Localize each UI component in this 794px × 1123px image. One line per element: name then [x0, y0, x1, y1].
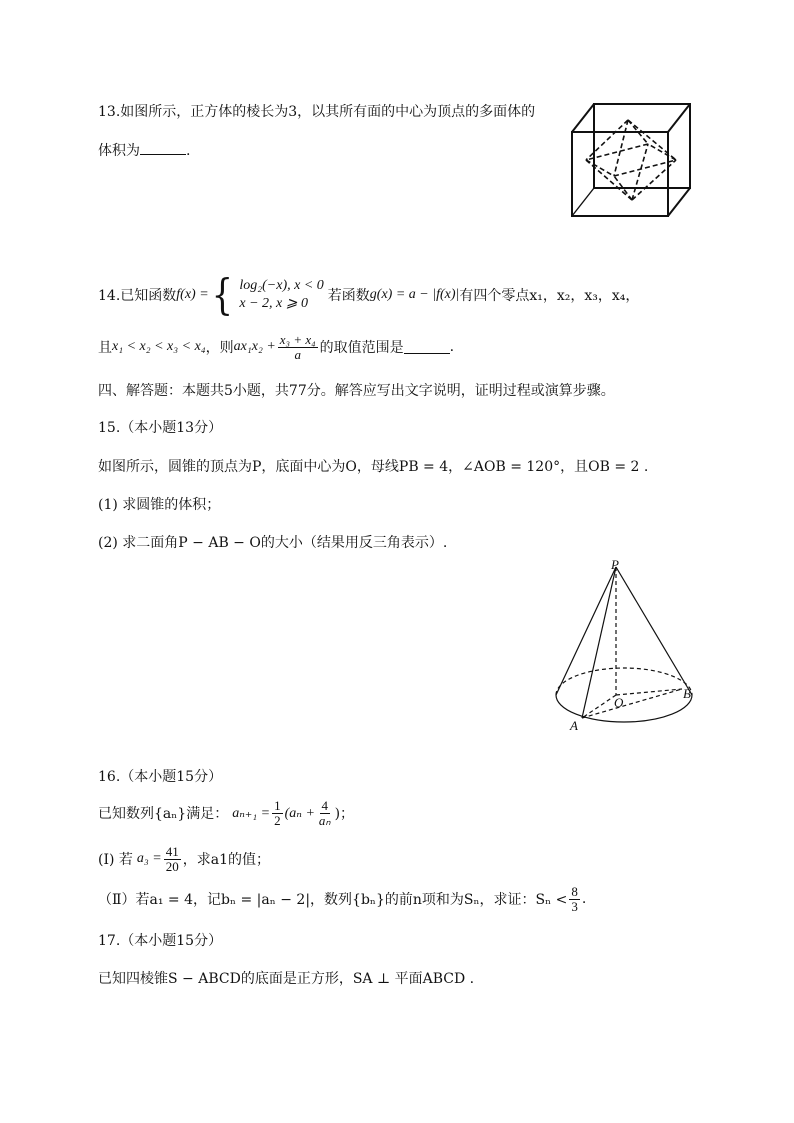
q16-a3-frac [164, 845, 181, 874]
q16-a3: a₃ = [136, 851, 162, 866]
q13-line2 [98, 140, 190, 160]
q14-case1: log₂(−x), x < 0 [239, 278, 324, 293]
q16-stem [98, 794, 354, 832]
q16-four-den: aₙ [318, 812, 331, 828]
q13-line1: 13.如图所示，正方体的棱长为3，以其所有面的中心为顶点的多面体的 [98, 104, 536, 120]
q15-part2: (2) 求二面角P − AB − O的大小（结果用反三角表示）. [98, 535, 448, 551]
q15-part1: (1) 求圆锥的体积； [98, 497, 221, 513]
q14-ineq: x₁ < x₂ < x₃ < x₄ [112, 339, 206, 354]
q16-four-frac [317, 799, 333, 828]
q14-cases [239, 277, 323, 313]
label-O: O [614, 695, 624, 710]
q16-four-num: 4 [321, 797, 328, 813]
q14-gx: g(x) = a − |f(x)| [369, 287, 460, 302]
q14-frac-num: x₃ + x₄ [279, 331, 316, 347]
q14-expr: ax₁x₂ + [233, 339, 276, 354]
label-P: P [611, 557, 619, 572]
q16-p2-num: 8 [571, 883, 578, 899]
q14-line2 [98, 330, 454, 364]
q14-prefix: 14.已知函数 [98, 288, 177, 304]
q16-part1 [98, 840, 270, 878]
q16-stem-text: 已知数列{aₙ}满足： [98, 806, 229, 822]
q15-heading: 15.（本小题13分） [98, 420, 223, 436]
q16-half [272, 799, 283, 828]
q13-answer-blank [140, 142, 186, 155]
q14-case2: x − 2, x ⩾ 0 [239, 296, 308, 311]
q16-a3-den: 20 [165, 858, 179, 874]
q16-rec-lhs: aₙ₊₁ = [232, 805, 271, 821]
section4-heading: 四、解答题：本题共5小题，共77分。解答应写出文字说明，证明过程或演算步骤。 [98, 383, 615, 399]
q16-part2 [98, 880, 586, 918]
q17-stem: 已知四棱锥S − ABCD的底面是正方形，SA ⊥ 平面ABCD . [98, 971, 475, 987]
q16-half-den: 2 [274, 812, 281, 828]
q14-piecewise [209, 270, 324, 319]
q14-fx: f(x) = [176, 287, 209, 302]
q16-p2-end: . [581, 891, 587, 907]
q16-p1b: ，求a1的值； [182, 852, 270, 868]
q16-p2-frac [569, 885, 580, 914]
q16-a3-num: 41 [165, 843, 179, 859]
q16-p2-den: 3 [571, 898, 578, 914]
cube-octahedron-figure [566, 98, 698, 222]
q14-mid: 若函数 [327, 288, 370, 304]
q16-p2: （Ⅱ）若a₁ = 4，记bₙ = |aₙ − 2|，数列{bₙ}的前n项和为Sₙ，求证：Sₙ < [98, 892, 568, 908]
q14-fraction [278, 333, 318, 362]
q13-end: . [186, 143, 191, 159]
label-A: A [570, 718, 578, 733]
q14-answer-blank [404, 341, 450, 354]
q15-stem: 如图所示，圆锥的顶点为P，底面中心为O，母线PB = 4，∠AOB = 120°，且OB = 2 . [98, 459, 649, 475]
q16-half-num: 1 [274, 797, 281, 813]
q16-paren-a: (aₙ + [284, 805, 315, 821]
q16-heading: 16.（本小题15分） [98, 769, 223, 785]
q14-l2c: 的取值范围是 [319, 340, 404, 356]
q14-end: . [449, 339, 455, 355]
q14-line1 [98, 272, 639, 318]
brace-icon: { [211, 270, 233, 319]
label-B: B [683, 686, 691, 701]
q14-frac-den: a [294, 346, 301, 362]
q17-heading: 17.（本小题15分） [98, 933, 223, 949]
q14-tail: 有四个零点x₁，x₂，x₃，x₄， [459, 288, 640, 304]
q13-line2-text: 体积为 [98, 143, 140, 159]
q14-l2b: ，则 [205, 340, 234, 356]
cone-figure [550, 555, 710, 735]
q14-l2a: 且 [98, 340, 112, 356]
q16-p1a: (I) 若 [98, 852, 133, 868]
q16-paren-b: )； [334, 806, 355, 822]
